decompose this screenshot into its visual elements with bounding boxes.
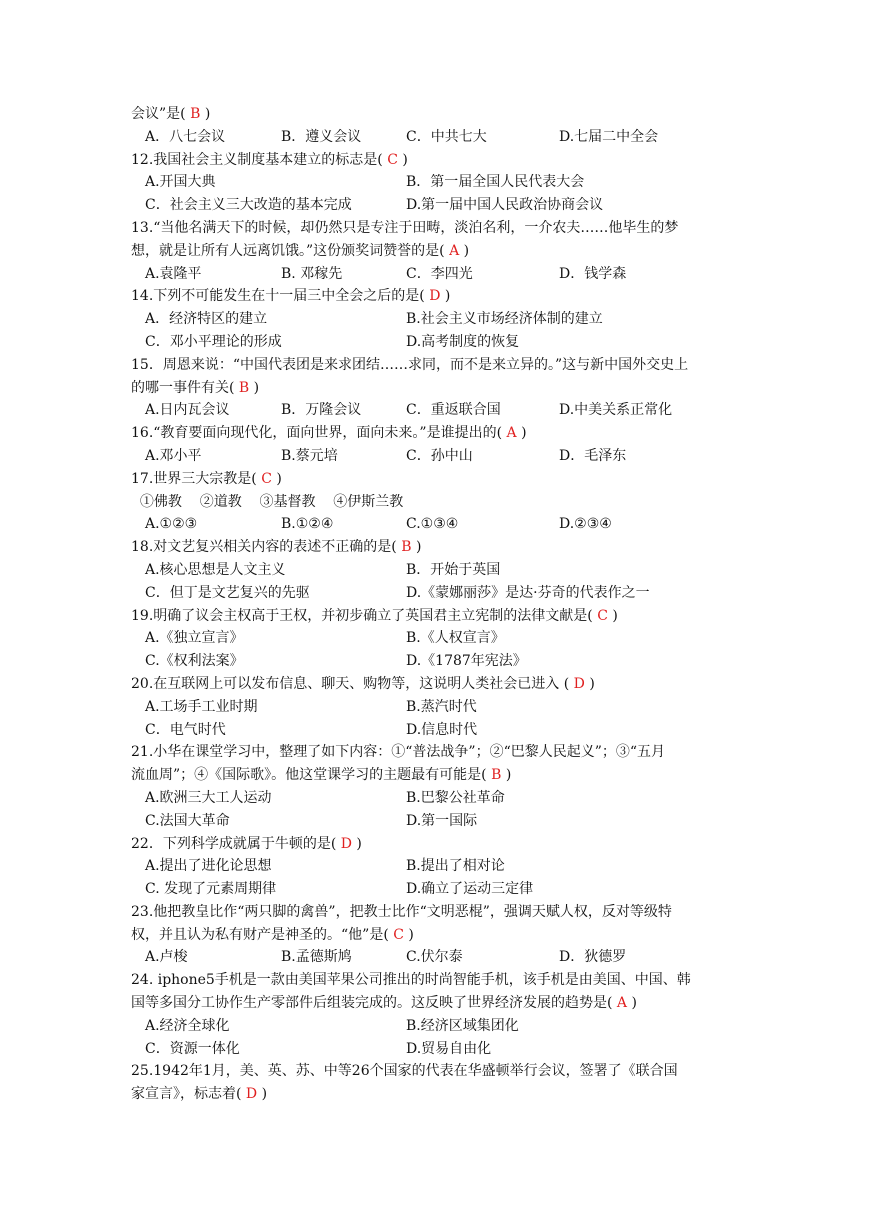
question-line	[131, 240, 741, 263]
answer-key: B	[190, 106, 201, 122]
question-line	[131, 491, 741, 514]
closing-paren: )	[402, 151, 408, 168]
answer-option: A.①②③	[145, 516, 198, 533]
answer-option: B.蔡元培	[281, 447, 338, 464]
option-row	[131, 810, 741, 833]
answer-option: C.伏尔泰	[406, 949, 463, 966]
question-line	[131, 901, 741, 924]
answer-key: C	[393, 926, 404, 943]
answer-option: C．电气时代	[145, 721, 226, 738]
answer-option: C．资源一体化	[145, 1040, 240, 1057]
answer-option: D.第一国际	[406, 812, 478, 829]
answer-key: C	[387, 151, 398, 168]
option-row	[131, 1015, 741, 1038]
question-line	[131, 1060, 741, 1083]
answer-option: C．社会主义三大改造的基本完成	[145, 197, 352, 214]
option-row	[131, 696, 741, 719]
answer-option: D.中美关系正常化	[559, 402, 673, 419]
answer-option: A.经济全球化	[145, 1017, 230, 1034]
option-row	[131, 194, 741, 217]
question-line	[131, 605, 741, 628]
option-row	[131, 308, 741, 331]
answer-option: C．中共七大	[406, 128, 487, 145]
question-line	[131, 673, 741, 696]
question-line	[131, 285, 741, 308]
question-line	[131, 149, 741, 172]
answer-option: B．开始于英国	[406, 561, 501, 578]
question-text: 想，就是让所有人远离饥饿。”这份颁奖词赞誉的是(	[131, 242, 445, 259]
question-line	[131, 1083, 741, 1106]
answer-key: D	[245, 1086, 258, 1103]
answer-option: C．但丁是文艺复兴的先驱	[145, 584, 310, 601]
question-text: 家宣言》，标志着(	[131, 1086, 242, 1103]
question-line	[131, 468, 741, 491]
closing-paren: )	[415, 539, 422, 556]
closing-paren: )	[204, 106, 211, 122]
answer-option: B.社会主义市场经济体制的建立	[406, 311, 603, 328]
option-row	[131, 627, 741, 650]
question-text: 21.小华在课堂学习中，整理了如下内容：①“普法战争”；②“巴黎人民起义”；③“五月	[131, 744, 666, 761]
question-text: 的哪一事件有关(	[131, 379, 235, 396]
answer-option: D．钱学森	[559, 265, 627, 282]
answer-key: B	[491, 767, 502, 784]
answer-option: D.第一届中国人民政治协商会议	[406, 197, 604, 214]
answer-option: A.开国大典	[145, 174, 216, 191]
answer-option: C. 发现了元素周期律	[145, 881, 277, 898]
question-text: 13.“当他名满天下的时候，却仍然只是专注于田畴，淡泊名利，一介农夫……他毕生的梦	[131, 219, 679, 236]
answer-key: C	[597, 607, 608, 624]
option-row	[131, 719, 741, 742]
answer-option: B.①②④	[281, 516, 334, 533]
answer-key: C	[261, 470, 272, 487]
question-line	[131, 741, 741, 764]
closing-paren: )	[253, 379, 260, 396]
option-row	[131, 650, 741, 673]
question-text: 24. iphone5手机是一款由美国苹果公司推出的时尚智能手机，该手机是由美国、中国、韩	[131, 972, 691, 989]
closing-paren: )	[276, 470, 282, 487]
answer-option: B. 邓稼先	[281, 265, 343, 282]
question-text: 22．下列科学成就属于牛顿的是(	[131, 835, 337, 852]
answer-option: C．李四光	[406, 265, 473, 282]
answer-key: B	[238, 379, 250, 396]
question-text: 国等多国分工协作生产零部件后组装完成的。这反映了世界经济发展的趋势是(	[131, 995, 613, 1012]
question-line	[131, 536, 741, 559]
question-text: 16.“教育要面向现代化，面向世界，面向未来。”是谁提出的(	[131, 425, 503, 442]
answer-option: D.七届二中全会	[559, 128, 659, 145]
question-text: 流血周”；④《国际歌》。他这堂课学习的主题最有可能是(	[131, 767, 487, 784]
answer-key: D	[573, 675, 585, 692]
question-line	[131, 354, 741, 377]
option-row	[131, 513, 741, 536]
answer-option: A．八七会议	[145, 128, 226, 145]
closing-paren: )	[612, 607, 618, 624]
closing-paren: )	[521, 425, 527, 442]
answer-option: A.核心思想是人文主义	[145, 561, 286, 578]
closing-paren: )	[261, 1086, 268, 1103]
question-line	[131, 103, 741, 126]
option-row	[131, 399, 741, 422]
question-text: 14.下列不可能发生在十一届三中全会之后的是(	[131, 288, 425, 305]
answer-option: D.②③④	[559, 516, 612, 533]
option-row	[131, 878, 741, 901]
answer-key: A	[616, 995, 628, 1012]
answer-option: A.日内瓦会议	[145, 402, 230, 419]
question-line	[131, 833, 741, 856]
question-text: ①佛教 ②道教 ③基督教 ④伊斯兰教	[131, 493, 404, 510]
closing-paren: )	[463, 242, 470, 259]
answer-option: D.《1787年宪法》	[406, 653, 527, 670]
answer-key: A	[506, 425, 517, 442]
answer-option: A.《独立宣言》	[145, 630, 244, 647]
question-line	[131, 969, 741, 992]
answer-option: D.高考制度的恢复	[406, 333, 520, 350]
question-text: 20.在互联网上可以发布信息、聊天、购物等，这说明人类社会已进入 (	[131, 675, 570, 692]
answer-option: A．经济特区的建立	[145, 311, 268, 328]
question-text: 12.我国社会主义制度基本建立的标志是(	[131, 151, 383, 168]
answer-key: B	[401, 539, 412, 556]
question-text: 会议”是(	[131, 106, 186, 122]
answer-key: D	[429, 288, 441, 305]
answer-option: D.确立了运动三定律	[406, 881, 534, 898]
question-line	[131, 377, 741, 400]
answer-option: C．邓小平理论的形成	[145, 333, 282, 350]
answer-option: A.卢梭	[145, 949, 188, 966]
question-line	[131, 764, 741, 787]
answer-option: B.经济区域集团化	[406, 1017, 519, 1034]
closing-paren: )	[505, 767, 512, 784]
answer-option: C.法国大革命	[145, 812, 230, 829]
question-text: 19.明确了议会主权高于王权，并初步确立了英国君主立宪制的法律文献是(	[131, 607, 593, 624]
question-list	[131, 103, 741, 1106]
closing-paren: )	[631, 995, 637, 1012]
answer-option: B．万隆会议	[281, 402, 362, 419]
answer-option: D．毛泽东	[559, 447, 627, 464]
option-row	[131, 331, 741, 354]
closing-paren: )	[408, 926, 414, 943]
question-text: 25.1942年1月，美、英、苏、中等26个国家的代表在华盛顿举行会议，签署了《联合国	[131, 1063, 678, 1080]
option-row	[131, 1038, 741, 1061]
closing-paren: )	[444, 288, 451, 305]
question-line	[131, 992, 741, 1015]
answer-option: C.①③④	[406, 516, 459, 533]
question-line	[131, 422, 741, 445]
answer-option: A.欧洲三大工人运动	[145, 789, 272, 806]
answer-option: D.信息时代	[406, 721, 478, 738]
option-row	[131, 855, 741, 878]
option-row	[131, 559, 741, 582]
question-text: 权，并且认为私有财产是神圣的。“他”是(	[131, 926, 389, 943]
option-row	[131, 171, 741, 194]
answer-option: A.邓小平	[145, 447, 202, 464]
answer-key: A	[449, 242, 460, 259]
answer-option: C．重返联合国	[406, 402, 501, 419]
answer-option: B.蒸汽时代	[406, 698, 477, 715]
answer-option: A.袁隆平	[145, 265, 202, 282]
question-text: 15．周恩来说：“中国代表团是来求团结……求同，而不是来立异的。”这与新中国外交史上	[131, 356, 689, 373]
answer-option: B.《人权宣言》	[406, 630, 505, 647]
answer-option: D.贸易自由化	[406, 1040, 492, 1057]
answer-option: C.《权利法案》	[145, 653, 244, 670]
answer-option: B.巴黎公社革命	[406, 789, 505, 806]
closing-paren: )	[356, 835, 362, 852]
option-row	[131, 946, 741, 969]
answer-option: B.孟德斯鸠	[281, 949, 352, 966]
question-line	[131, 924, 741, 947]
question-text: 18.对文艺复兴相关内容的表述不正确的是(	[131, 539, 397, 556]
option-row	[131, 582, 741, 605]
answer-key: D	[340, 835, 352, 852]
option-row	[131, 445, 741, 468]
question-text: 17.世界三大宗教是(	[131, 470, 257, 487]
answer-option: A.提出了进化论思想	[145, 858, 272, 875]
answer-option: A.工场手工业时期	[145, 698, 258, 715]
question-text: 23.他把教皇比作“两只脚的禽兽”，把教士比作“文明恶棍”，强调天赋人权，反对等级特	[131, 903, 672, 920]
answer-option: D．狄德罗	[559, 949, 627, 966]
answer-option: B．第一届全国人民代表大会	[406, 174, 585, 191]
question-line	[131, 217, 741, 240]
option-row	[131, 263, 741, 286]
answer-option: C．孙中山	[406, 447, 473, 464]
option-row	[131, 126, 741, 149]
option-row	[131, 787, 741, 810]
closing-paren: )	[589, 675, 595, 692]
answer-option: B.提出了相对论	[406, 858, 505, 875]
answer-option: D.《蒙娜丽莎》是达·芬奇的代表作之一	[406, 584, 650, 601]
answer-option: B．遵义会议	[281, 128, 362, 145]
